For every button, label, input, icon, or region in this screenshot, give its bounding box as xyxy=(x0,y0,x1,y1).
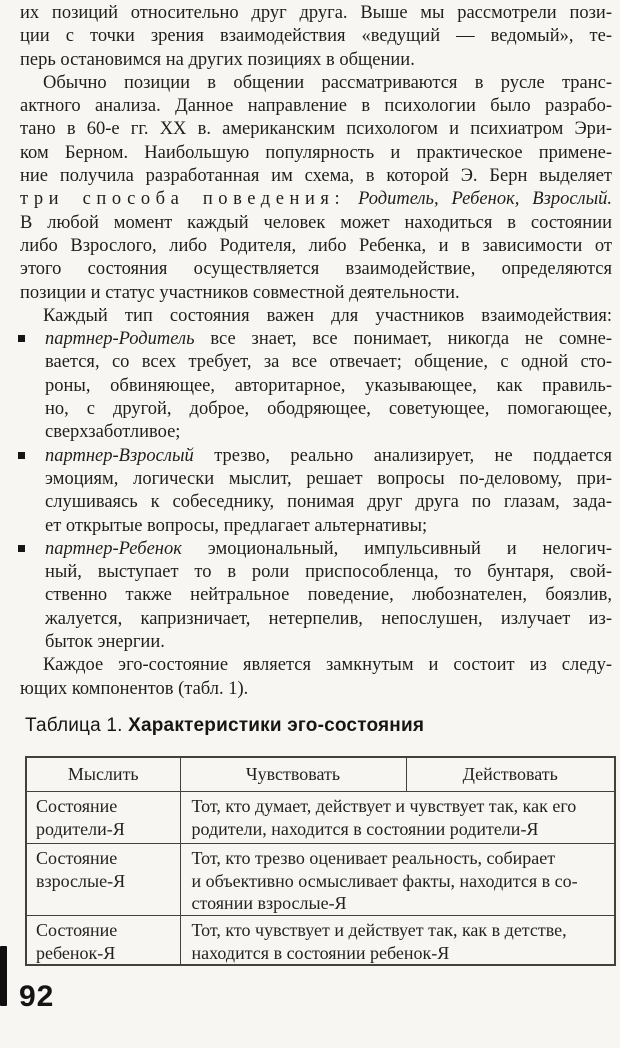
text-line xyxy=(20,188,612,211)
text-line: их позиций относительно друг друга. Выше мы рассмотрели пози- xyxy=(20,3,612,23)
text-line xyxy=(45,328,612,351)
text-line: слушиваясь к собеседнику, понимая друг друга по глазам, зада- xyxy=(45,492,612,513)
text-line: позиции и статус участников совместной деятельности. xyxy=(20,282,460,303)
text-line: этого состояния осуществляется взаимодействие, определяются xyxy=(20,259,612,280)
table-row xyxy=(26,792,615,844)
text-line: жалуется, капризничает, нетерпелив, непослушен, излучает из- xyxy=(45,608,612,629)
text-segment: партнер-Взрослый xyxy=(45,445,194,466)
text-line: Каждый тип состояния важен для участников взаимодействия: xyxy=(43,305,612,326)
bullet-square-icon xyxy=(18,452,25,459)
table-row xyxy=(26,916,615,966)
text-segment: партнер-Ребенок xyxy=(45,538,182,559)
table-caption xyxy=(25,715,424,737)
text-line xyxy=(45,538,612,561)
column-header: Действовать xyxy=(406,757,615,792)
text-line: актного анализа. Данное направление в психологии было разрабо- xyxy=(20,96,612,117)
text-line: но, с другой, доброе, ободряющее, советующее, помогающее, xyxy=(45,399,612,420)
cell-line: Тот, кто чувствует и действует так, как в детстве, xyxy=(191,920,567,940)
text-line: ственно также нейтральное поведение, любознателен, боязлив, xyxy=(45,585,612,606)
ego-states-table xyxy=(25,756,616,966)
text-segment: эмоциональный, импульсивный и нелогич- xyxy=(181,538,612,559)
text-line: быток энергии. xyxy=(45,632,165,653)
text-line: ющих компонентов (табл. 1). xyxy=(20,678,249,699)
text-line: ком Берном. Наибольшую популярность и практическое примене- xyxy=(20,142,612,163)
table-header-row xyxy=(26,757,615,792)
scan-artifact-mark xyxy=(0,946,7,1006)
table-caption-number: Таблица 1. xyxy=(25,715,129,736)
state-description-cell xyxy=(180,792,615,844)
text-line: роны, обвиняющее, авторитарное, указывающее, как правиль- xyxy=(45,375,612,396)
text-line: тано в 60-е гг. XX в. американским психологом и психиатром Эри- xyxy=(20,119,612,140)
paragraph xyxy=(20,654,612,701)
text-line: ции с точки зрения взаимодействия «ведущий — ведомый», те- xyxy=(20,26,612,47)
cell-line: взрослые-Я xyxy=(36,870,126,891)
table-body xyxy=(26,792,615,966)
cell-line: и объективно осмысливает факты, находится в со- xyxy=(191,870,578,891)
paragraph xyxy=(20,72,612,305)
column-header: Мыслить xyxy=(26,757,180,792)
text-line: В любой момент каждый человек может находиться в состоянии xyxy=(20,212,612,233)
table-header xyxy=(26,757,615,792)
text-line: ние получила разработанная им схема, в которой Э. Берн выделяет xyxy=(20,166,612,187)
state-label-cell xyxy=(26,792,180,844)
paragraph xyxy=(20,305,612,328)
page-number: 92 xyxy=(19,980,55,1013)
state-description-cell xyxy=(180,844,615,916)
bullet-item xyxy=(20,538,612,654)
text-line: Обычно позиции в общении рассматриваются в русле транс- xyxy=(43,72,612,93)
bullet-item xyxy=(20,445,612,538)
cell-line: родители, находится в состоянии родители-Я xyxy=(191,818,539,839)
text-line: ный, выступает то в роли приспособленца, то бунтаря, свой- xyxy=(45,562,612,583)
cell-line: Тот, кто думает, действует и чувствует так, как его xyxy=(191,796,577,816)
cell-line: родители-Я xyxy=(36,818,125,839)
body-text xyxy=(20,2,612,701)
cell-line: Состояние xyxy=(36,848,118,868)
state-label-cell xyxy=(26,844,180,916)
bullet-item xyxy=(20,328,612,444)
text-line xyxy=(45,445,612,468)
table-caption-title: Характеристики эго-состояния xyxy=(128,715,425,736)
cell-line: стоянии взрослые-Я xyxy=(191,893,347,913)
table-row xyxy=(26,844,615,916)
text-segment: партнер-Родитель xyxy=(45,329,195,350)
cell-line: находится в состоянии ребенок-Я xyxy=(191,942,450,963)
cell-line: ребенок-Я xyxy=(36,942,116,963)
text-segment: трезво, реально анализирует, не поддается xyxy=(193,445,612,466)
column-header: Чувствовать xyxy=(180,757,406,792)
text-line: вается, со всех требует, за все отвечает; общение, с одной сто- xyxy=(45,352,612,373)
cell-line: Тот, кто трезво оценивает реальность, собирает xyxy=(191,848,556,868)
cell-line: Состояние xyxy=(36,796,118,816)
state-label-cell xyxy=(26,916,180,966)
state-description-cell xyxy=(180,916,615,966)
text-segment: три способа поведения: xyxy=(20,189,346,210)
text-line: либо Взрослого, либо Родителя, либо Ребенка, и в зависимости от xyxy=(20,235,612,256)
text-line: Каждое эго-состояние является замкнутым и состоит из следу- xyxy=(43,655,612,676)
text-segment xyxy=(345,189,358,209)
text-line: эмоциям, логически мыслит, решает вопросы по-деловому, при- xyxy=(45,468,612,489)
text-line: перь остановимся на других позициях в общении. xyxy=(20,49,415,70)
cell-line: Состояние xyxy=(36,920,118,940)
text-line: сверхзаботливое; xyxy=(45,422,181,443)
text-line: ет открытые вопросы, предлагает альтернативы; xyxy=(45,515,428,536)
bullet-square-icon xyxy=(18,335,25,342)
text-segment: все знает, все понимает, никогда не сомне- xyxy=(194,329,612,350)
bullet-square-icon xyxy=(18,545,25,552)
paragraph xyxy=(20,2,612,72)
text-segment: Родитель, Ребенок, Взрослый. xyxy=(358,189,612,210)
